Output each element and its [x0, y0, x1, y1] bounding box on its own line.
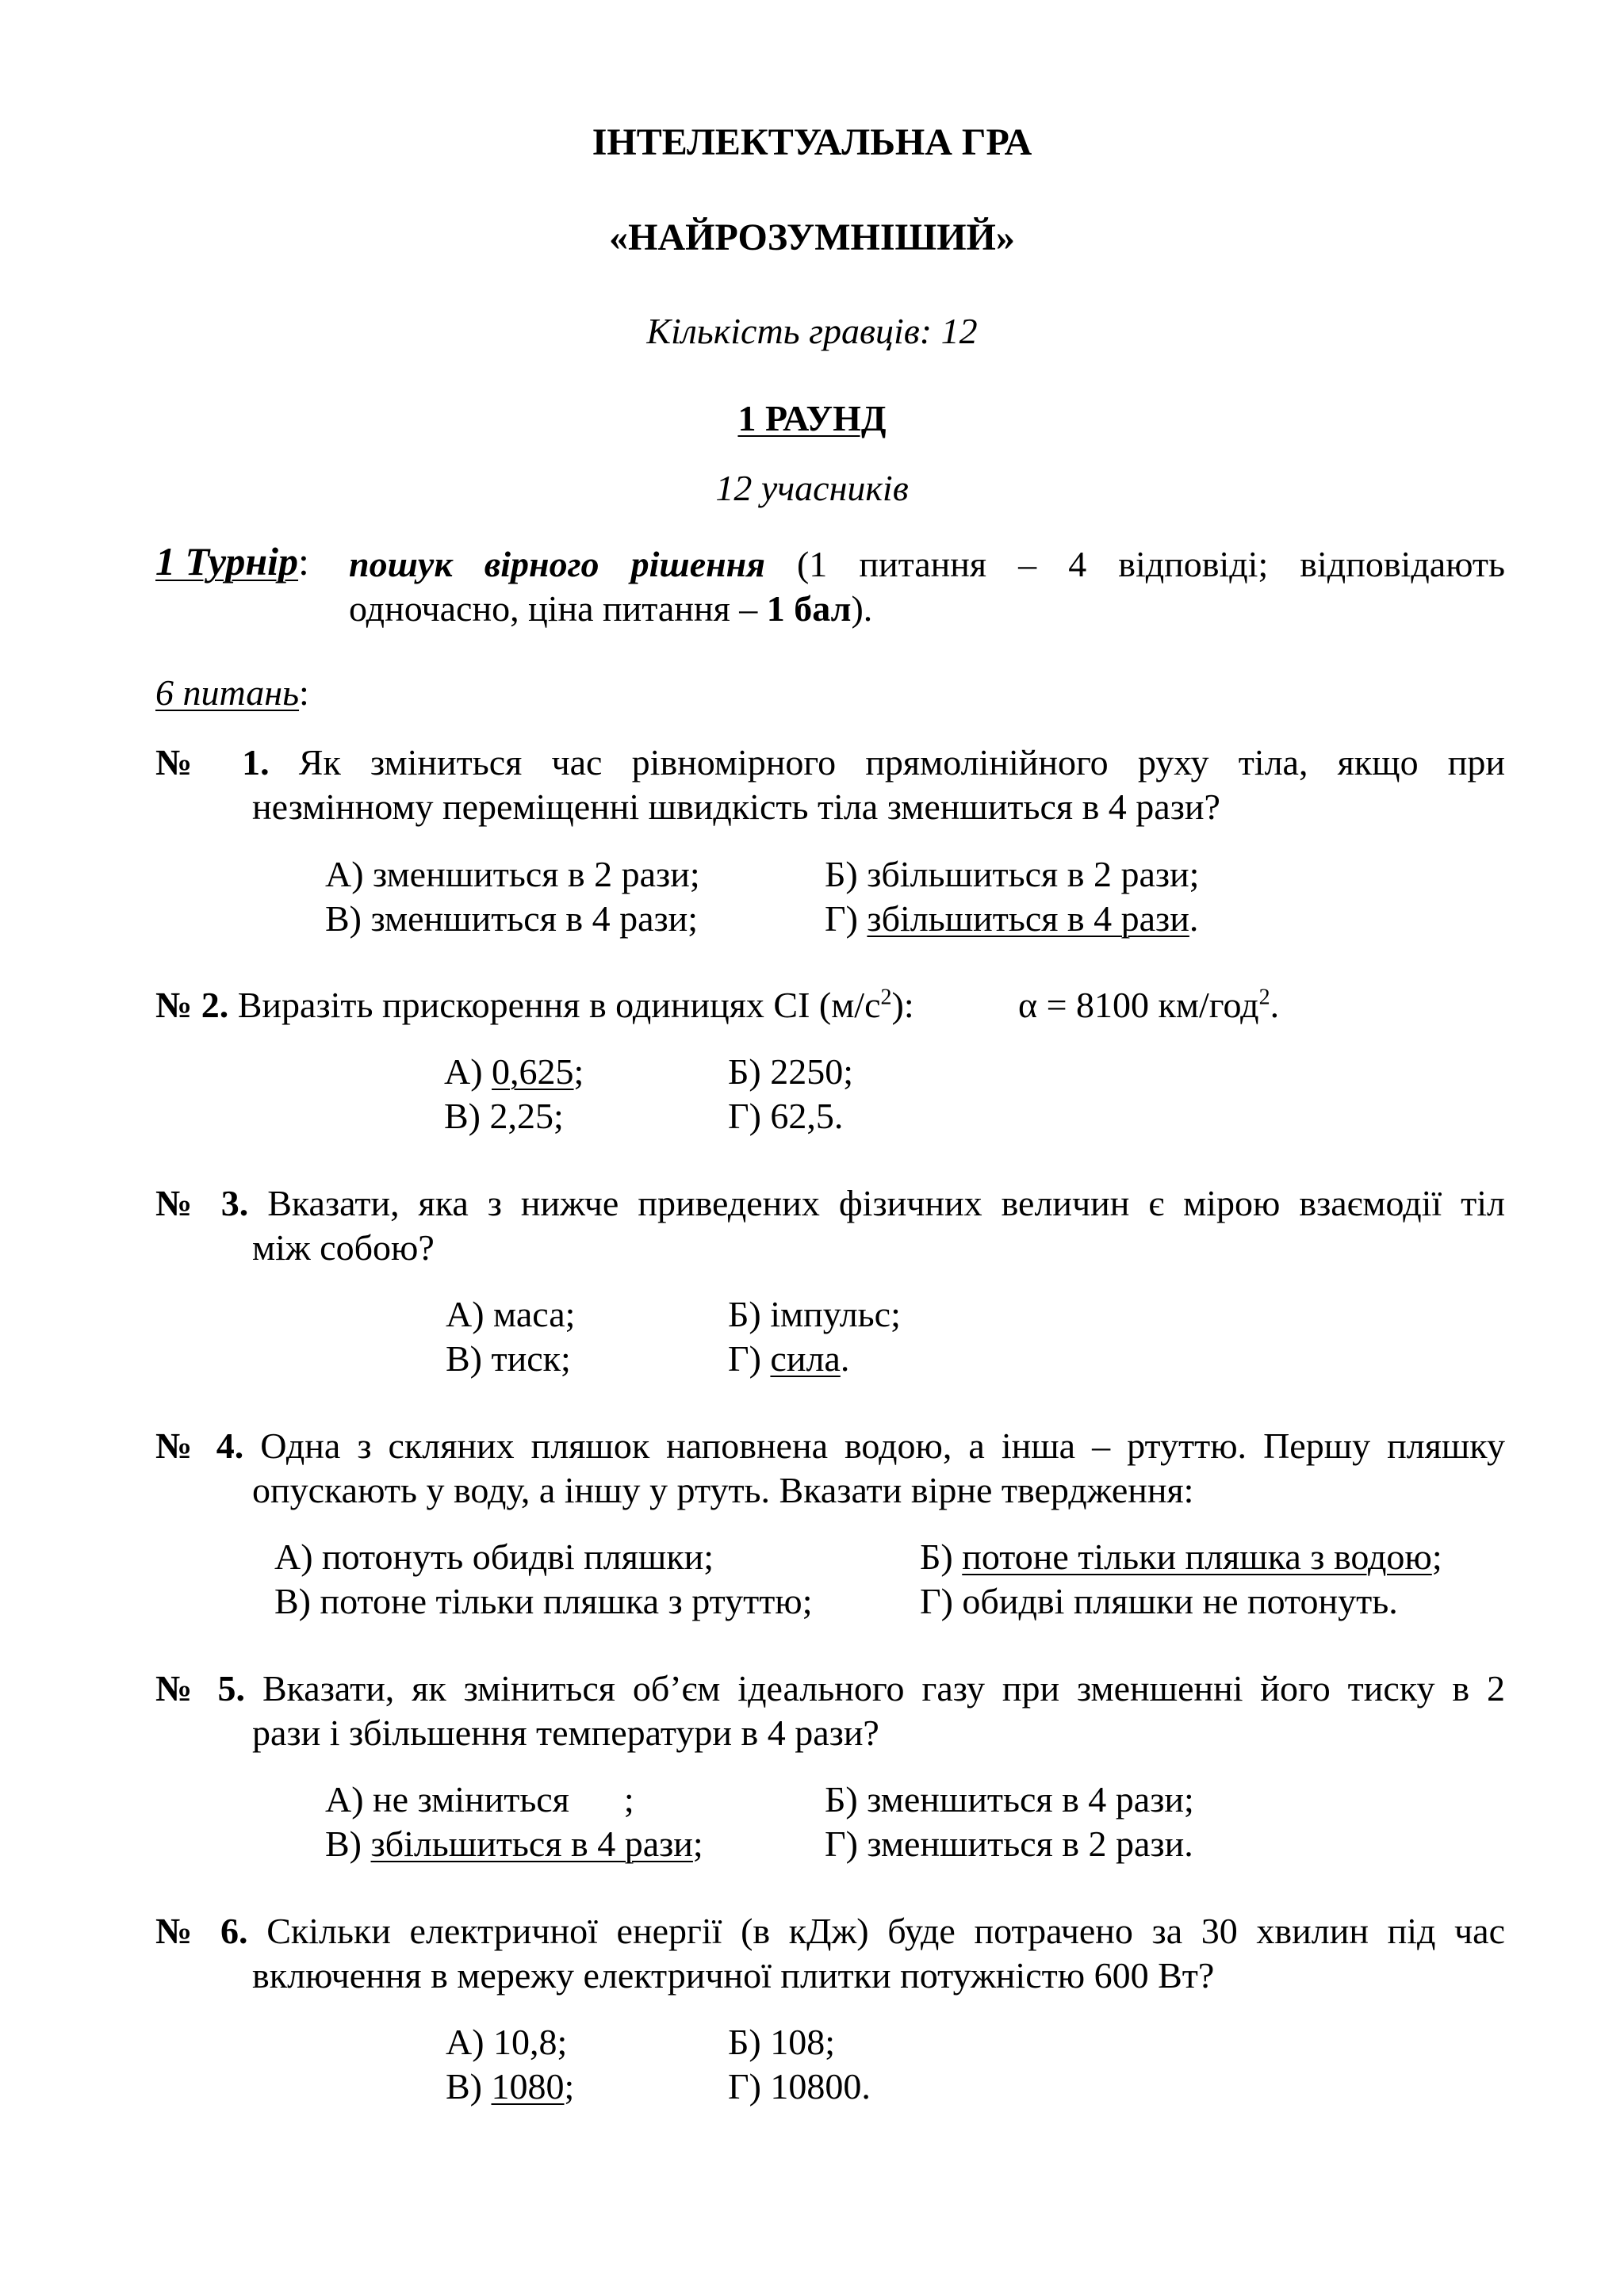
q5-option-c: В) збільшиться в 4 рази;: [325, 1823, 703, 1864]
question-4-number: № 4.: [155, 1425, 244, 1466]
round-heading: [0, 396, 1624, 441]
q2-option-c: В) 2,25;: [444, 1096, 564, 1136]
question-6-text: Скільки електричної енергії (в кДж) буде потрачено за 30 хвилин під час: [266, 1911, 1505, 1951]
question-1-number: № 1.: [155, 742, 270, 783]
q4-option-d: Г) обидві пляшки не потонуть.: [920, 1581, 1398, 1621]
tour-title: 1 Турнір: [155, 539, 299, 584]
question-4-line1: [155, 1424, 1505, 1468]
q4-correct-answer: потоне тільки пляшка з водою: [962, 1536, 1432, 1577]
participants-count: 12 учасників: [715, 468, 909, 508]
question-2-number: № 2.: [155, 985, 229, 1025]
q2-option-d: Г) 62,5.: [728, 1096, 844, 1136]
question-4: [155, 1424, 1505, 1513]
q6-option-a: А) 10,8;: [446, 2022, 568, 2062]
question-2-text-after: ):: [891, 985, 914, 1025]
question-5: [155, 1667, 1505, 1755]
question-2: [155, 983, 1505, 1027]
q2-option-b: Б) 2250;: [728, 1051, 854, 1092]
question-3: [155, 1181, 1505, 1270]
tour-name: пошук вірного рішення: [349, 544, 765, 584]
q3-option-c: В) тиск;: [446, 1338, 571, 1379]
question-3-line1: [155, 1181, 1505, 1226]
round-title: 1 РАУНД: [737, 398, 887, 438]
tour-description-line2: [349, 588, 872, 629]
q5-option-b: Б) зменшиться в 4 рази;: [825, 1779, 1194, 1820]
q6-option-c: В) 1080;: [446, 2066, 575, 2107]
q3-correct-answer: сила: [770, 1338, 841, 1379]
q1-option-c: В) зменшиться в 4 рази;: [325, 898, 699, 939]
question-6-line1: [155, 1909, 1505, 1954]
tour-colon: :: [298, 539, 309, 584]
q4-option-b: Б) потоне тільки пляшка з водою;: [920, 1536, 1442, 1577]
tour-description-line1: [349, 542, 1505, 587]
tour-desc-end: ).: [851, 588, 873, 629]
question-2-sup1: 2: [880, 985, 892, 1010]
q6-option-b: Б) 108;: [728, 2022, 836, 2062]
tour-label: [155, 539, 309, 584]
q2-correct-answer: 0,625: [492, 1051, 574, 1092]
question-6-number: № 6.: [155, 1911, 248, 1951]
question-5-number: № 5.: [155, 1668, 246, 1709]
question-4-text: Одна з скляних пляшок наповнена водою, а інша – ртуттю. Першу пляшку: [260, 1425, 1505, 1466]
question-2-formula: α = 8100 км/год$^2$.: [1018, 985, 1280, 1025]
q6-option-d: Г) 10800.: [728, 2066, 871, 2107]
q1-option-d: Г) збільшиться в 4 рази.: [825, 898, 1199, 939]
tour-description: [349, 542, 1505, 631]
tour-rules: (1 питання – 4 відповіді; відповідають: [764, 544, 1505, 584]
question-5-text: Вказати, як зміниться об’єм ідеального газу при зменшенні його тиску в 2: [262, 1668, 1505, 1709]
document-title: ІНТЕЛЕКТУАЛЬНА ГРА: [592, 121, 1032, 163]
q2-option-a: А) 0,625;: [444, 1051, 584, 1092]
question-2-text: Виразіть прискорення в одиницях СІ (м/с: [237, 985, 881, 1025]
questions-count-label: 6 питань: [155, 672, 300, 713]
game-name: «НАЙРОЗУМНІШИЙ»: [609, 216, 1015, 258]
q1-option-b: Б) збільшиться в 2 рази;: [825, 854, 1200, 894]
question-3-number: № 3.: [155, 1183, 249, 1223]
question-4-line2: опускають у воду, а іншу у ртуть. Вказати вірне твердження:: [252, 1470, 1194, 1510]
question-1-text: Як зміниться час рівномірного прямолінійного руху тіла, якщо при: [298, 742, 1505, 783]
q1-option-a: А) зменшиться в 2 рази;: [325, 854, 700, 894]
tour-points: 1 бал: [766, 588, 852, 629]
q4-option-c: В) потоне тільки пляшка з ртуттю;: [274, 1581, 813, 1621]
question-1-line1: [155, 740, 1505, 785]
q3-option-a: А) маса;: [446, 1294, 576, 1334]
q5-correct-answer: збільшиться в 4 рази: [370, 1823, 693, 1864]
q3-option-b: Б) імпульс;: [728, 1294, 901, 1334]
q3-option-d: Г) сила.: [728, 1338, 850, 1379]
question-1: [155, 740, 1505, 829]
q4-option-a: А) потонуть обидві пляшки;: [274, 1536, 714, 1577]
tour-price-text: одночасно, ціна питання –: [349, 588, 767, 629]
question-6: [155, 1909, 1505, 1998]
players-count: Кількість гравців: 12: [646, 311, 978, 351]
questions-count: [155, 671, 309, 715]
question-5-line2: рази і збільшення температури в 4 рази?: [252, 1712, 879, 1753]
q6-correct-answer: 1080: [491, 2066, 565, 2107]
question-5-line1: [155, 1667, 1505, 1711]
question-6-line2: включення в мережу електричної плитки потужністю 600 Вт?: [252, 1955, 1215, 1996]
q5-option-a: А) не зміниться ;: [325, 1779, 634, 1820]
q1-correct-answer: збільшиться в 4 рази: [867, 898, 1189, 939]
question-3-text: Вказати, яка з нижче приведених фізичних величин є мірою взаємодії тіл: [267, 1183, 1505, 1223]
question-1-line2: незмінному переміщенні швидкість тіла зменшиться в 4 рази?: [252, 786, 1220, 827]
questions-count-colon: :: [299, 672, 309, 713]
q5-option-d: Г) зменшиться в 2 рази.: [825, 1823, 1193, 1864]
question-3-line2: між собою?: [252, 1227, 435, 1268]
